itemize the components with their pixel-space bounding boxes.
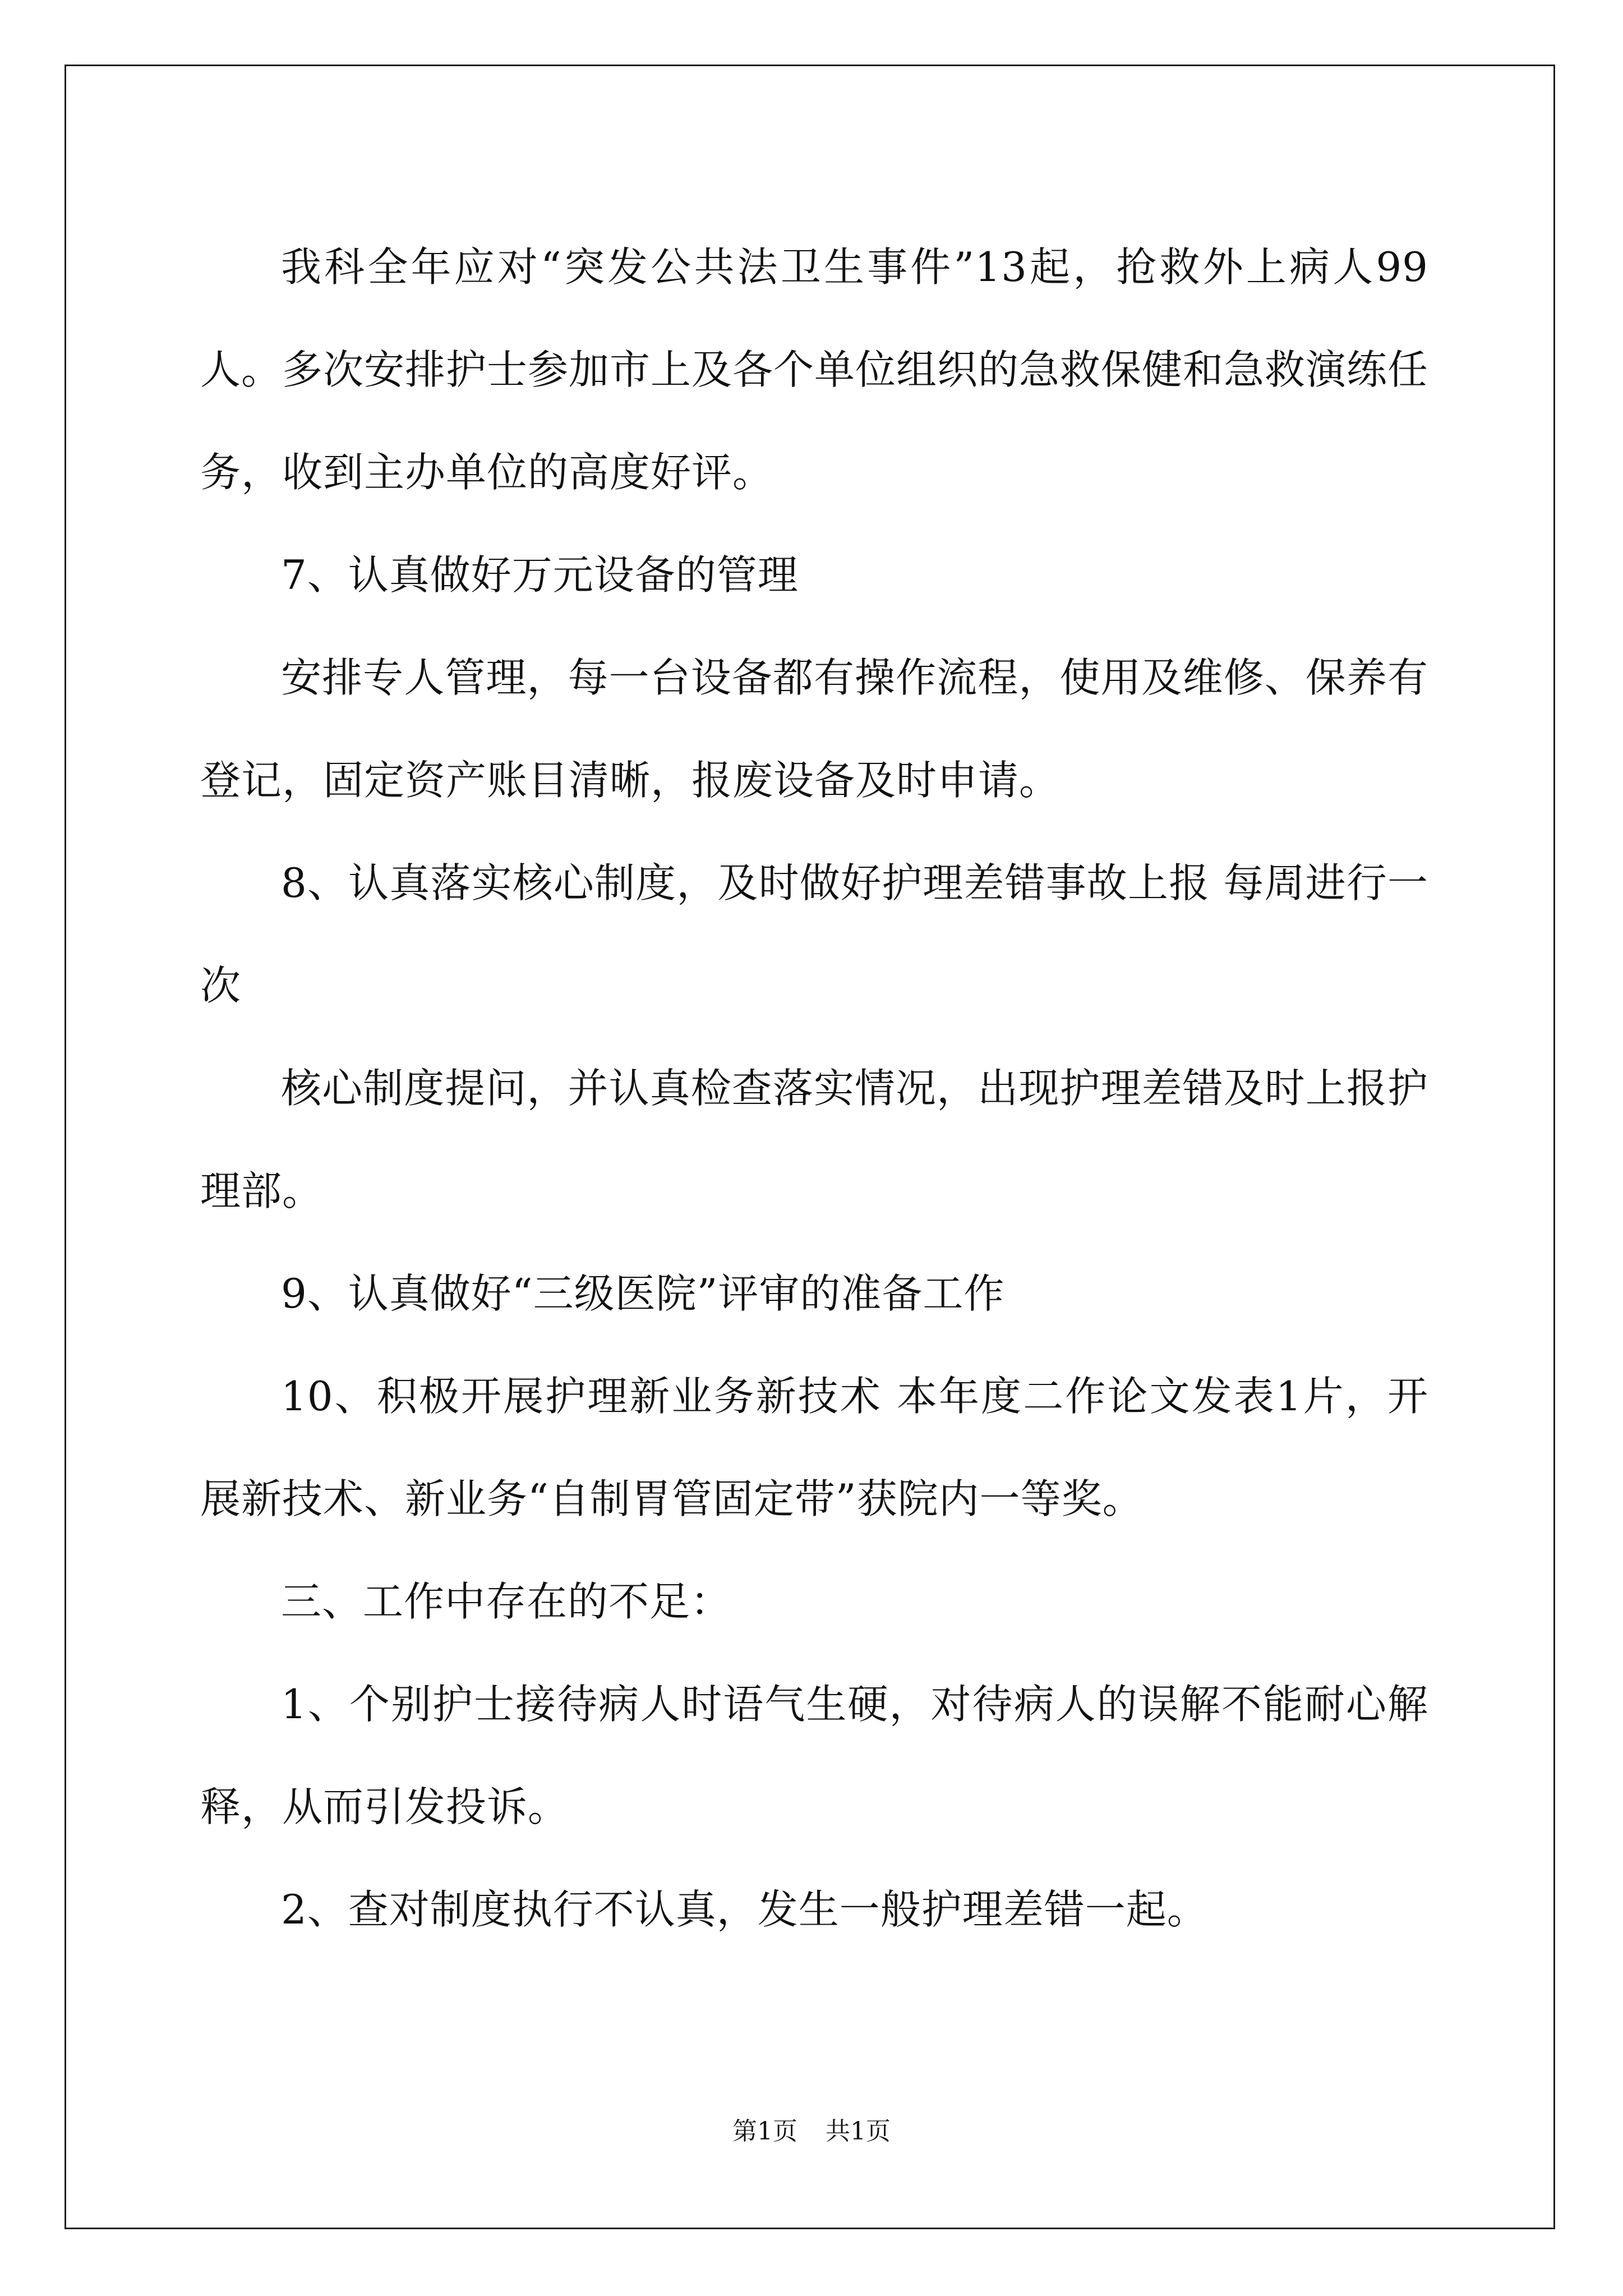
paragraph-4: 8、认真落实核心制度，及时做好护理差错事故上报 每周进行一次 (200, 859, 1428, 1009)
paragraph-7: 10、积极开展护理新业务新技术 本年度二作论文发表1片，开展新技术、新业务“自制胃管固定带”获院内一等奖。 (200, 1373, 1428, 1522)
page-number-total: 共1页 (826, 2117, 891, 2146)
paragraph-8: 三、工作中存在的不足： (281, 1578, 732, 1625)
document-body (200, 216, 1428, 1961)
paragraph-2: 7、认真做好万元设备的管理 (281, 551, 799, 599)
page-footer (0, 2115, 1623, 2148)
paragraph-9: 1、个别护士接待病人时语气生硬，对待病人的误解不能耐心解释，从而引发投诉。 (200, 1681, 1428, 1830)
paragraph-5: 核心制度提问，并认真检查落实情况，出现护理差错及时上报护理部。 (200, 1065, 1428, 1214)
paragraph-3: 安排专人管理，每一台设备都有操作流程，使用及维修、保养有登记，固定资产账目清晰，报废设备及时申请。 (200, 654, 1428, 804)
paragraph-1: 我科全年应对“突发公共法卫生事件”13起，抢救外上病人99人。多次安排护士参加市上及各个单位组织的急救保健和急救演练任务，收到主办单位的高度好评。 (200, 243, 1429, 496)
page-number-current: 第1页 (732, 2117, 797, 2146)
paragraph-10: 2、查对制度执行不认真，发生一般护理差错一起。 (281, 1886, 1208, 1933)
paragraph-6: 9、认真做好“三级医院”评审的准备工作 (281, 1270, 1005, 1317)
